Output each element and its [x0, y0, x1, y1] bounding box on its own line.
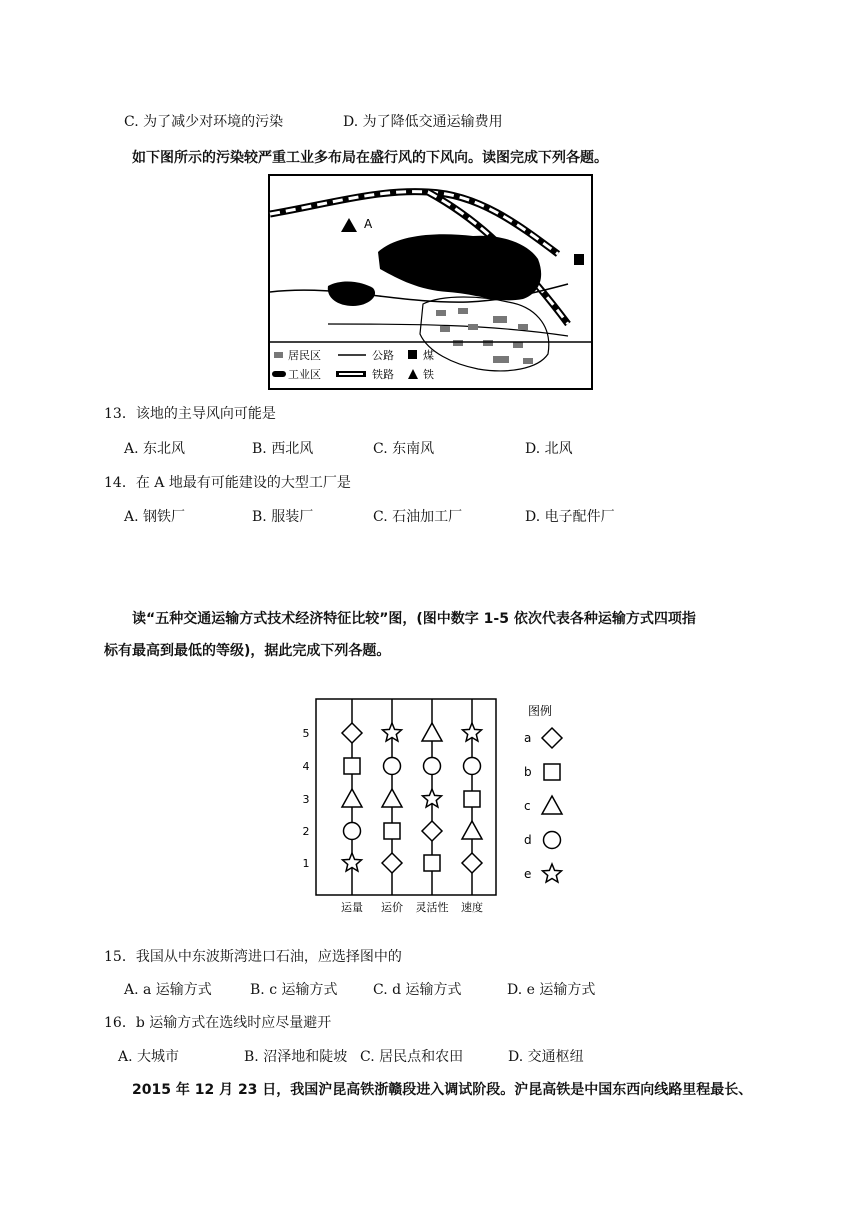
q14-option-a: A. 钢铁厂: [124, 509, 186, 525]
chart-mark-c: [342, 789, 362, 807]
q15-option-d: D. e 运输方式: [507, 982, 596, 998]
chart-legend-star: [543, 864, 562, 882]
industry-map-figure: [268, 174, 593, 390]
chart-x-label: 灵活性: [415, 901, 449, 914]
chart-legend-triangle: [542, 796, 562, 814]
q14-stem: 14．在 A 地最有可能建设的大型工厂是: [104, 475, 351, 491]
q12-option-c: C. 为了减少对环境的污染: [124, 114, 284, 130]
chart-x-label: 速度: [461, 901, 483, 914]
intro-highspeed: 2015 年 12 月 23 日，我国沪昆高铁浙赣段进入调试阶段。沪昆高铁是中国东西向线路里程最长、: [132, 1082, 753, 1098]
chart-x-label: 运量: [341, 901, 363, 914]
legend-railway: 铁路: [372, 368, 394, 381]
q16-stem: 16．b 运输方式在选线时应尽量避开: [104, 1015, 332, 1031]
q15-option-a: A. a 运输方式: [124, 982, 212, 998]
chart-mark-a: [342, 723, 362, 743]
intro-transport-1: 读“五种交通运输方式技术经济特征比较”图，(图中数字 1-5 依次代表各种运输方式四项指: [132, 611, 696, 627]
legend-coal: 煤: [423, 349, 434, 362]
q13-option-c: C. 东南风: [373, 441, 435, 457]
chart-legend-key: b: [524, 765, 532, 779]
legend-residential: 居民区: [288, 349, 321, 362]
q14-option-d: D. 电子配件厂: [525, 509, 615, 525]
q16-option-a: A. 大城市: [118, 1049, 180, 1065]
chart-y-label: 1: [302, 857, 310, 870]
intro-transport-2: 标有最高到最低的等级)，据此完成下列各题。: [104, 643, 391, 659]
chart-legend-key: d: [524, 833, 532, 847]
chart-mark-b: [344, 758, 360, 774]
point-a-label: A: [364, 217, 373, 231]
chart-x-label: 运价: [381, 901, 403, 914]
intro-map: 如下图所示的污染较严重工业多布局在盛行风的下风向。读图完成下列各题。: [132, 150, 608, 166]
chart-mark-b: [384, 823, 400, 839]
q15-stem: 15．我国从中东波斯湾进口石油，应选择图中的: [104, 949, 402, 965]
coal-icon: [574, 254, 584, 265]
chart-y-label: 4: [302, 760, 310, 773]
chart-legend-diamond: [542, 728, 562, 748]
chart-legend-key: e: [524, 867, 532, 881]
chart-mark-a: [382, 853, 402, 873]
chart-mark-c: [382, 789, 402, 807]
chart-legend-square: [544, 764, 560, 780]
chart-mark-d: [384, 758, 401, 775]
legend-iron: 铁: [423, 368, 434, 381]
q15-option-b: B. c 运输方式: [250, 982, 338, 998]
q16-option-c: C. 居民点和农田: [360, 1049, 464, 1065]
chart-mark-c: [422, 723, 442, 741]
chart-y-label: 2: [302, 825, 310, 838]
chart-legend-key: a: [524, 731, 532, 745]
legend-industrial: 工业区: [288, 368, 321, 381]
chart-y-label: 5: [302, 727, 310, 740]
q13-option-b: B. 西北风: [252, 441, 314, 457]
legend-road: 公路: [372, 349, 394, 362]
chart-mark-a: [462, 853, 482, 873]
chart-y-label: 3: [302, 793, 310, 806]
chart-mark-d: [464, 758, 481, 775]
chart-mark-b: [424, 855, 440, 871]
chart-mark-b: [464, 791, 480, 807]
q14-option-b: B. 服装厂: [252, 509, 314, 525]
chart-mark-a: [422, 821, 442, 841]
chart-mark-c: [462, 821, 482, 839]
q12-option-d: D. 为了降低交通运输费用: [343, 114, 503, 130]
chart-legend-circle: [544, 832, 561, 849]
chart-legend-title: 图例: [528, 704, 553, 718]
chart-legend-key: c: [524, 799, 531, 813]
chart-mark-d: [424, 758, 441, 775]
q16-option-b: B. 沼泽地和陡坡: [244, 1049, 348, 1065]
q14-option-c: C. 石油加工厂: [373, 509, 463, 525]
transport-chart: [296, 693, 571, 918]
q16-option-d: D. 交通枢纽: [508, 1049, 584, 1065]
q13-option-a: A. 东北风: [124, 441, 186, 457]
q13-stem: 13．该地的主导风向可能是: [104, 406, 276, 422]
q13-option-d: D. 北风: [525, 441, 573, 457]
chart-mark-d: [344, 823, 361, 840]
q15-option-c: C. d 运输方式: [373, 982, 462, 998]
